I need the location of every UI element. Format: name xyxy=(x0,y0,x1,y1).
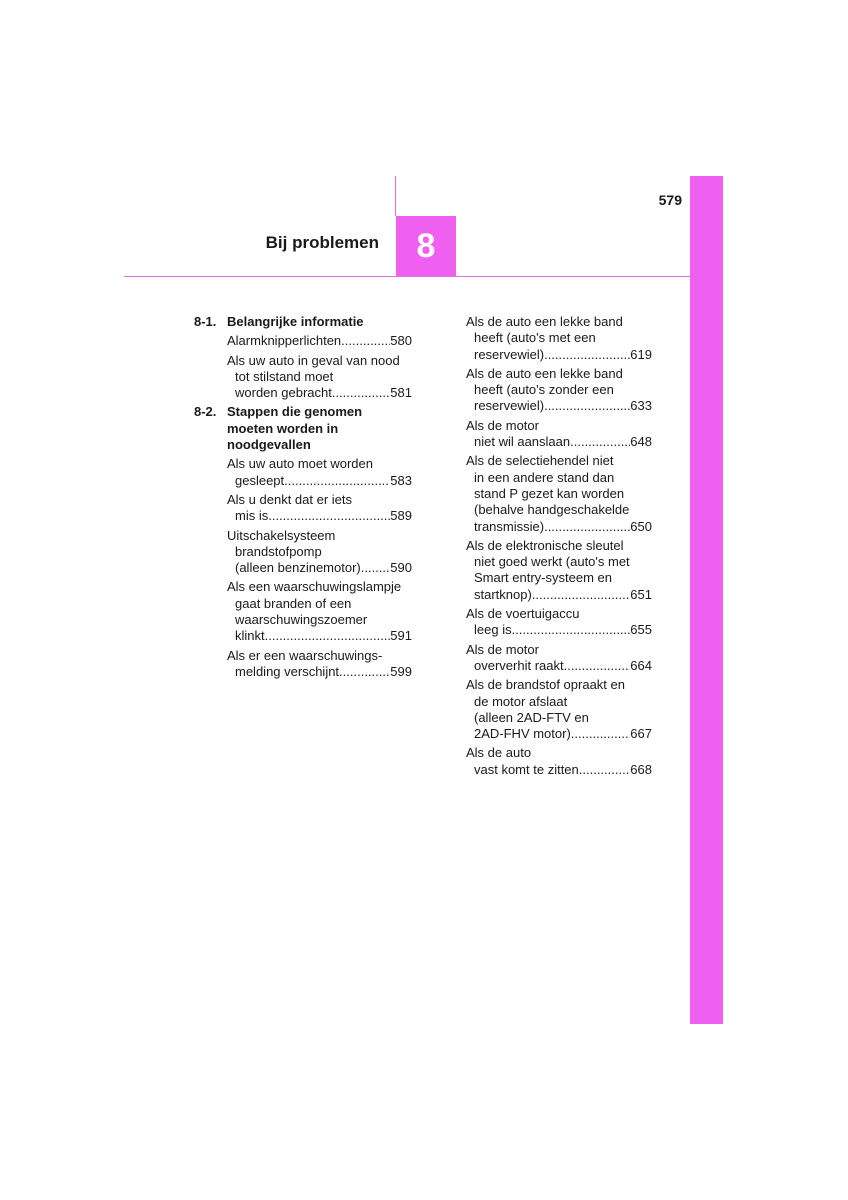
toc-page-number: 583 xyxy=(390,472,412,488)
toc-entry-line: Als u denkt dat er iets xyxy=(227,491,353,507)
toc-entry-line xyxy=(466,519,652,535)
section-heading xyxy=(194,404,412,453)
toc-entry-text: Alarmknipperlichten xyxy=(227,333,342,349)
toc-left-column xyxy=(194,314,412,683)
toc-entry-line: Als de auto xyxy=(466,745,532,761)
toc-entry-line: de motor afslaat xyxy=(474,693,568,709)
toc-entry-line: Als er een waarschuwings- xyxy=(227,647,383,663)
toc-entry-line: Als de selectiehendel niet xyxy=(466,453,614,469)
toc-page-number: 650 xyxy=(630,518,652,534)
section-title-line: noodgevallen xyxy=(227,437,311,453)
toc-entry[interactable] xyxy=(227,648,412,681)
toc-entry-line: Als uw auto in geval van nood xyxy=(227,352,400,368)
toc-entry[interactable] xyxy=(227,456,412,489)
toc-dot-leader xyxy=(571,726,631,742)
toc-entry[interactable] xyxy=(466,418,652,451)
section-title-line: moeten worden in xyxy=(227,420,339,436)
toc-page-number: 590 xyxy=(390,560,412,576)
chapter-title: Bij problemen xyxy=(265,233,379,252)
toc-page-number: 651 xyxy=(630,586,652,602)
toc-entry-line: Als de elektronische sleutel xyxy=(466,537,624,553)
toc-entry[interactable] xyxy=(227,353,412,402)
toc-entry-text: reservewiel) xyxy=(474,346,545,362)
toc-entry-line: Als de auto een lekke band xyxy=(466,314,623,329)
toc-entry-line: Als de motor xyxy=(466,641,539,657)
toc-dot-leader xyxy=(544,347,630,363)
toc-entry-line xyxy=(227,333,412,349)
toc-entry[interactable] xyxy=(227,333,412,349)
header-vertical-rule xyxy=(395,176,396,216)
toc-entry-line: Smart entry-systeem en xyxy=(474,570,612,586)
toc-dot-leader xyxy=(361,560,391,576)
toc-entry-text: (alleen benzinemotor) xyxy=(235,560,361,576)
toc-entry-line: Als de brandstof opraakt en xyxy=(466,677,625,693)
toc-entry-line: Als de auto een lekke band xyxy=(466,365,623,381)
toc-dot-leader xyxy=(544,398,630,414)
toc-entry-line xyxy=(466,762,652,778)
toc-page-number: 580 xyxy=(390,333,412,349)
toc-entry-line: Uitschakelsysteem xyxy=(227,527,336,543)
toc-entry[interactable] xyxy=(466,314,652,363)
toc-entry-text: vast komt te zitten xyxy=(474,761,579,777)
section-title xyxy=(227,314,412,330)
toc-entry[interactable] xyxy=(227,492,412,525)
toc-entry-line: brandstofpomp xyxy=(235,543,322,559)
chapter-number-box: 8 xyxy=(396,216,456,276)
toc-entry-line: stand P gezet kan worden xyxy=(474,485,625,501)
toc-entry-line xyxy=(227,560,412,576)
toc-page-number: 633 xyxy=(630,398,652,414)
section-heading xyxy=(194,314,412,330)
header-rule xyxy=(124,276,690,277)
toc-entry-line: Als een waarschuwingslampje xyxy=(227,579,402,595)
toc-entry-line: waarschuwingszoemer xyxy=(235,612,368,628)
toc-entry-text: klinkt xyxy=(235,628,265,644)
toc-dot-leader xyxy=(265,628,391,644)
toc-entry-line xyxy=(227,508,412,524)
toc-dot-leader xyxy=(532,587,630,603)
toc-entry[interactable] xyxy=(227,528,412,577)
toc-entry[interactable] xyxy=(466,606,652,639)
toc-page-number: 664 xyxy=(630,657,652,673)
toc-entry-line: (alleen 2AD-FTV en xyxy=(474,709,589,725)
toc-entry-line xyxy=(466,347,652,363)
toc-page-number: 655 xyxy=(630,622,652,638)
toc-entry-text: leeg is xyxy=(474,622,512,638)
section-title-line: Belangrijke informatie xyxy=(227,314,364,329)
page-number: 579 xyxy=(658,192,682,208)
toc-entry-text: niet wil aanslaan xyxy=(474,434,571,450)
toc-entry-line xyxy=(466,434,652,450)
toc-dot-leader xyxy=(544,519,630,535)
toc-entry-line: (behalve handgeschakelde xyxy=(474,502,630,518)
section-number: 8-2. xyxy=(194,404,217,420)
toc-entry-line: heeft (auto's zonder een xyxy=(474,382,614,398)
toc-page-number: 668 xyxy=(630,761,652,777)
toc-entry-line: tot stilstand moet xyxy=(235,368,334,384)
toc-entry[interactable] xyxy=(227,579,412,644)
toc-entry-line xyxy=(227,473,412,489)
toc-dot-leader xyxy=(512,622,631,638)
toc-entry[interactable] xyxy=(466,642,652,675)
toc-entry-line: niet goed werkt (auto's met xyxy=(474,554,630,570)
toc-dot-leader xyxy=(341,333,390,349)
toc-right-column xyxy=(466,314,652,781)
toc-entry[interactable] xyxy=(466,745,652,778)
toc-entry[interactable] xyxy=(466,677,652,742)
toc-dot-leader xyxy=(339,664,390,680)
toc-entry-line: Als uw auto moet worden xyxy=(227,456,373,472)
toc-dot-leader xyxy=(570,434,630,450)
toc-entry-text: worden gebracht xyxy=(235,385,332,401)
toc-entry-text: reservewiel) xyxy=(474,398,545,414)
toc-page-number: 591 xyxy=(390,628,412,644)
toc-entry-line: gaat branden of een xyxy=(235,595,352,611)
toc-dot-leader xyxy=(268,508,390,524)
toc-entry-line xyxy=(227,628,412,644)
toc-entry-line xyxy=(466,587,652,603)
toc-dot-leader xyxy=(284,473,390,489)
toc-page-number: 648 xyxy=(630,434,652,450)
toc-entry[interactable] xyxy=(466,366,652,415)
toc-entry-line xyxy=(466,398,652,414)
toc-page-number: 581 xyxy=(390,385,412,401)
toc-page-number: 589 xyxy=(390,508,412,524)
toc-dot-leader xyxy=(564,658,631,674)
toc-page-number: 667 xyxy=(630,726,652,742)
section-title xyxy=(227,404,412,453)
toc-entry-text: startknop) xyxy=(474,586,532,602)
toc-entry-text: 2AD-FHV motor) xyxy=(474,726,571,742)
section-title-line: Stappen die genomen xyxy=(227,404,363,420)
toc-entry-line: in een andere stand dan xyxy=(474,469,615,485)
toc-entry-text: melding verschijnt xyxy=(235,663,340,679)
toc-entry-line xyxy=(466,726,652,742)
toc-entry-line xyxy=(227,664,412,680)
toc-page-number: 619 xyxy=(630,346,652,362)
toc-entry[interactable] xyxy=(466,538,652,603)
toc-entry-text: oververhit raakt xyxy=(474,657,564,673)
toc-page-number: 599 xyxy=(390,663,412,679)
toc-dot-leader xyxy=(579,762,631,778)
toc-dot-leader xyxy=(332,385,390,401)
toc-entry-text: transmissie) xyxy=(474,518,545,534)
toc-entry-text: mis is xyxy=(235,508,269,524)
toc-entry[interactable] xyxy=(466,453,652,534)
toc-entry-line xyxy=(466,658,652,674)
toc-entry-line: heeft (auto's met een xyxy=(474,330,596,346)
toc-entry-line xyxy=(227,385,412,401)
section-number: 8-1. xyxy=(194,314,217,329)
toc-entry-line xyxy=(466,622,652,638)
toc-entry-line: Als de voertuigaccu xyxy=(466,606,580,622)
toc-entry-text: gesleept xyxy=(235,472,285,488)
chapter-thumb-tab xyxy=(690,176,723,1024)
toc-entry-line: Als de motor xyxy=(466,417,539,433)
